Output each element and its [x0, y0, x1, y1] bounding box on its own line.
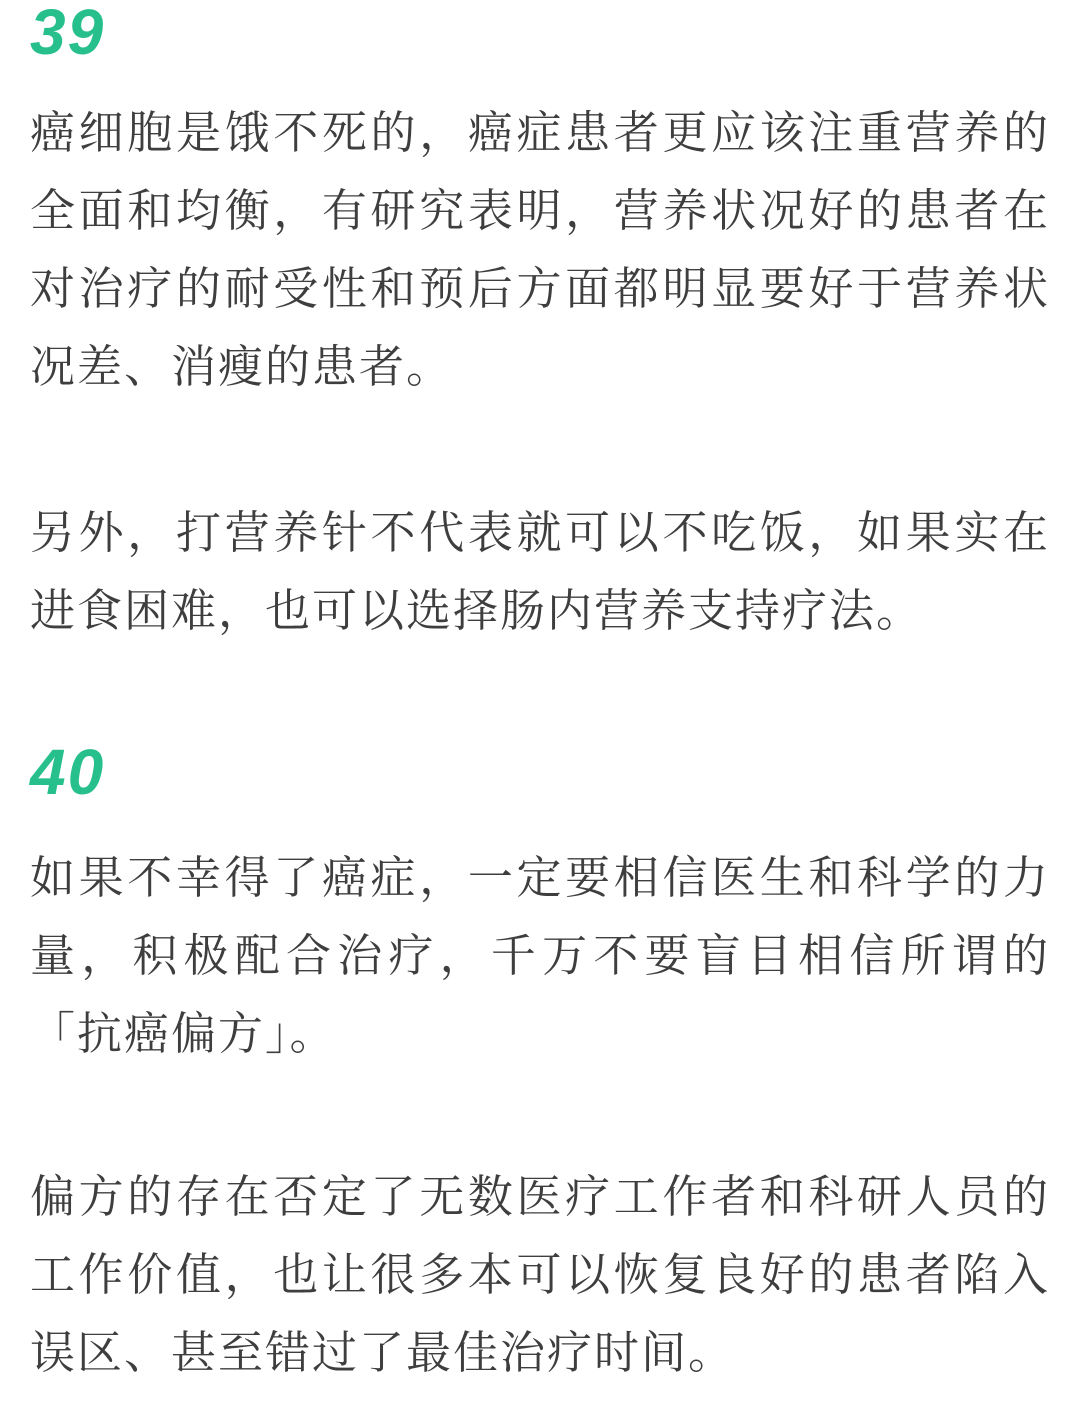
section-39-paragraph-1: 癌细胞是饿不死的，癌症患者更应该注重营养的全面和均衡，有研究表明，营养状况好的患者在对治疗的耐受性和预后方面都明显要好于营养状况差、消瘦的患者。 — [30, 107, 1050, 392]
article-body — [0, 2, 1080, 1392]
section-40-paragraph-1: 如果不幸得了癌症，一定要相信医生和科学的力量，积极配合治疗，千万不要盲目相信所谓的「抗癌偏方」。 — [30, 852, 1050, 1059]
section-number-39: 39 — [30, 0, 106, 68]
section-39-paragraph-2: 另外，打营养针不代表就可以不吃饭，如果实在进食困难，也可以选择肠内营养支持疗法。 — [30, 507, 1050, 636]
section-number-40: 40 — [30, 736, 106, 808]
section-39 — [30, 2, 1050, 650]
section-40-paragraph-2: 偏方的存在否定了无数医疗工作者和科研人员的工作价值，也让很多本可以恢复良好的患者陷入误区、甚至错过了最佳治疗时间。 — [30, 1171, 1050, 1378]
section-40 — [30, 736, 1050, 1392]
